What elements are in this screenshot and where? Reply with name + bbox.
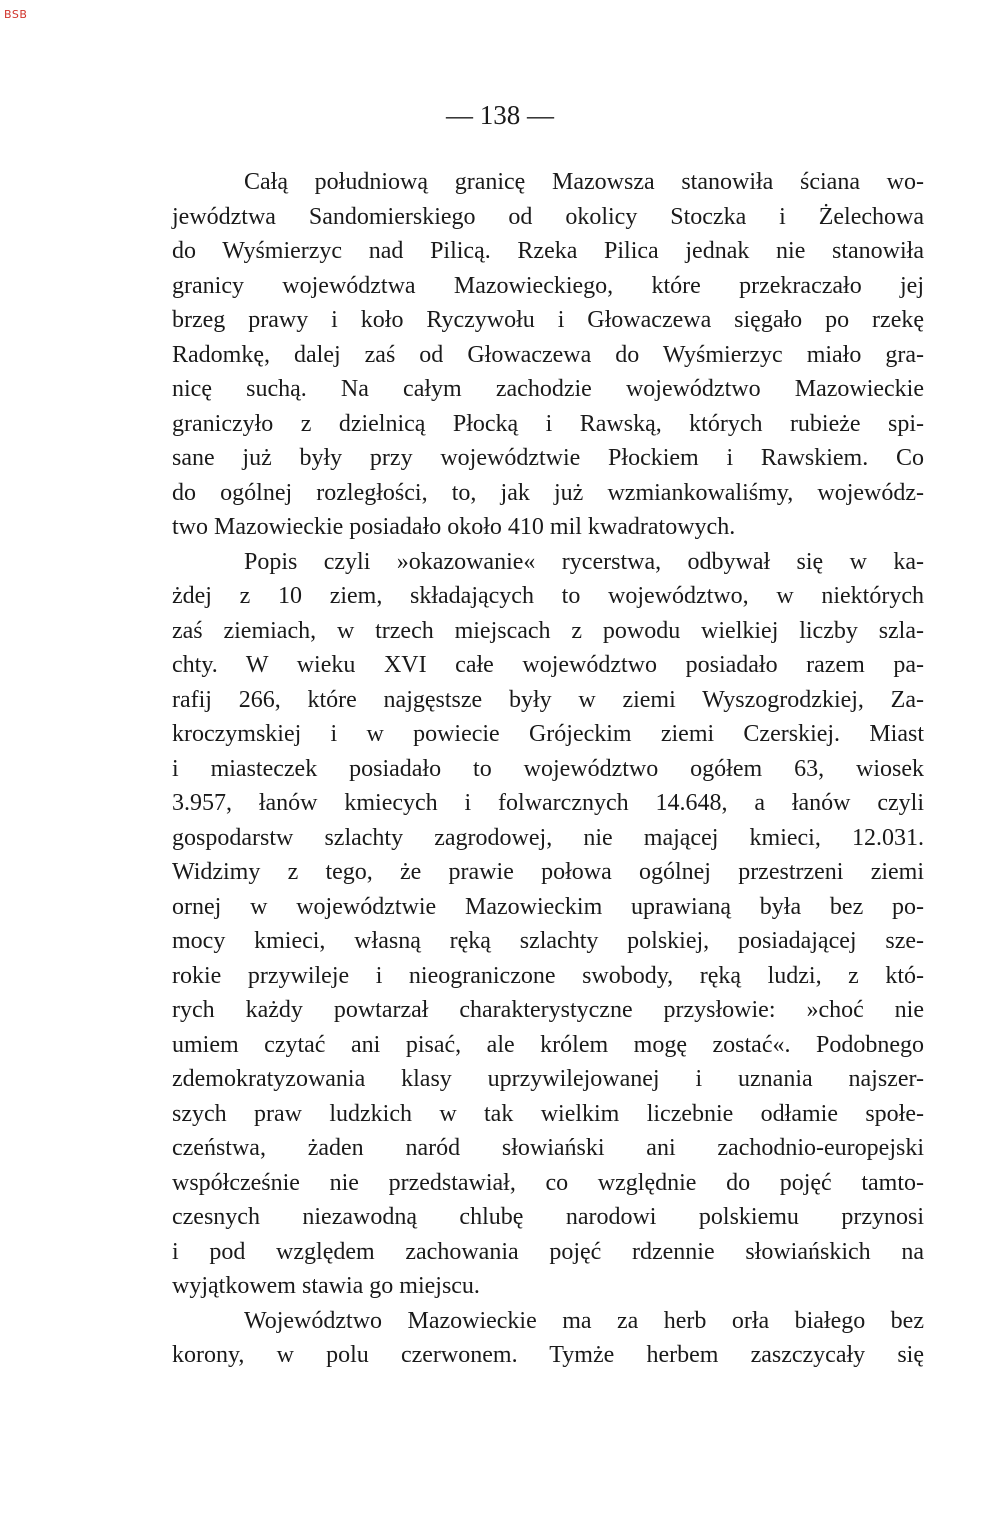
text-line: brzeg prawy i koło Ryczywołu i Głowaczewa sięgało po rzekę [172,307,924,333]
text-line: współcześnie nie przedstawiał, co względnie do pojęć tamto- [172,1169,924,1196]
text-line: gospodarstw szlachty zagrodowej, nie mającej kmieci, 12.031. [172,824,924,851]
library-stamp: BSB [4,8,28,21]
text-line: kroczymskiej i w powiecie Grójeckim ziemi Czerskiej. Miast [172,721,924,747]
page-body-text [172,165,924,1373]
text-line: czeństwa, żaden naród słowiański ani zachodnio-europejski [172,1135,924,1161]
text-line: nicę suchą. Na całym zachodzie województwo Mazowieckie [172,376,924,402]
text-line: rych każdy powtarzał charakterystyczne przysłowie: »choć nie [172,997,924,1023]
text-line: i miasteczek posiadało to województwo ogółem 63, wiosek [172,755,924,782]
text-line: sane już były przy województwie Płockiem i Rawskiem. Co [172,445,924,471]
text-line: korony, w polu czerwonem. Tymże herbem zaszczycały się [172,1342,924,1368]
paragraph-3 [172,1304,924,1373]
text-line: do ogólnej rozległości, to, jak już wzmiankowaliśmy, wojewódz- [172,479,924,506]
text-line: szych praw ludzkich w tak wielkim liczebnie odłamie społe- [172,1100,924,1127]
text-line: Województwo Mazowieckie ma za herb orła białego bez [244,1307,924,1334]
text-line: rokie przywileje i nieograniczone swobody, ręką ludzi, z któ- [172,962,924,989]
text-line: rafij 266, które najgęstsze były w ziemi Wyszogrodzkiej, Za- [172,686,924,713]
text-line: zdemokratyzowania klasy uprzywilejowanej i uznania najszer- [172,1066,924,1092]
text-line: granicy województwa Mazowieckiego, które przekraczało jej [172,272,924,299]
text-line: wyjątkowem stawia go miejscu. [172,1273,480,1299]
page-number: — 138 — [446,100,554,130]
text-line: graniczyło z dzielnicą Płocką i Rawską, których rubieże spi- [172,410,924,437]
text-line: two Mazowieckie posiadało około 410 mil kwadratowych. [172,514,736,540]
text-line: umiem czytać ani pisać, ale królem mogę zostać«. Podobnego [172,1031,924,1058]
text-line: mocy kmieci, własną ręką szlachty polskiej, posiadającej sze- [172,928,924,954]
text-line: 3.957, łanów kmiecych i folwarcznych 14.648, a łanów czyli [172,790,924,816]
text-line: i pod względem zachowania pojęć rdzennie słowiańskich na [172,1238,924,1265]
text-line: czesnych niezawodną chlubę narodowi polskiemu przynosi [172,1204,924,1230]
text-line: chty. W wieku XVI całe województwo posiadało razem pa- [172,652,924,678]
text-line: Widzimy z tego, że prawie połowa ogólnej przestrzeni ziemi [172,859,924,885]
text-line: Całą południową granicę Mazowsza stanowiła ściana wo- [244,169,924,195]
text-line: zaś ziemiach, w trzech miejscach z powodu wielkiej liczby szla- [172,617,924,644]
text-line: żdej z 10 ziem, składających to województwo, w niektórych [172,583,924,609]
paragraph-1 [172,165,924,545]
text-line: do Wyśmierzyc nad Pilicą. Rzeka Pilica jednak nie stanowiła [172,238,924,264]
text-line: ornej w województwie Mazowieckim uprawianą była bez po- [172,893,924,920]
paragraph-2 [172,545,924,1304]
text-line: jewództwa Sandomierskiego od okolicy Stoczka i Żelechowa [172,203,924,230]
text-line: Radomkę, dalej zaś od Głowaczewa do Wyśmierzyc miało gra- [172,341,924,368]
text-line: Popis czyli »okazowanie« rycerstwa, odbywał się w ka- [244,548,924,575]
